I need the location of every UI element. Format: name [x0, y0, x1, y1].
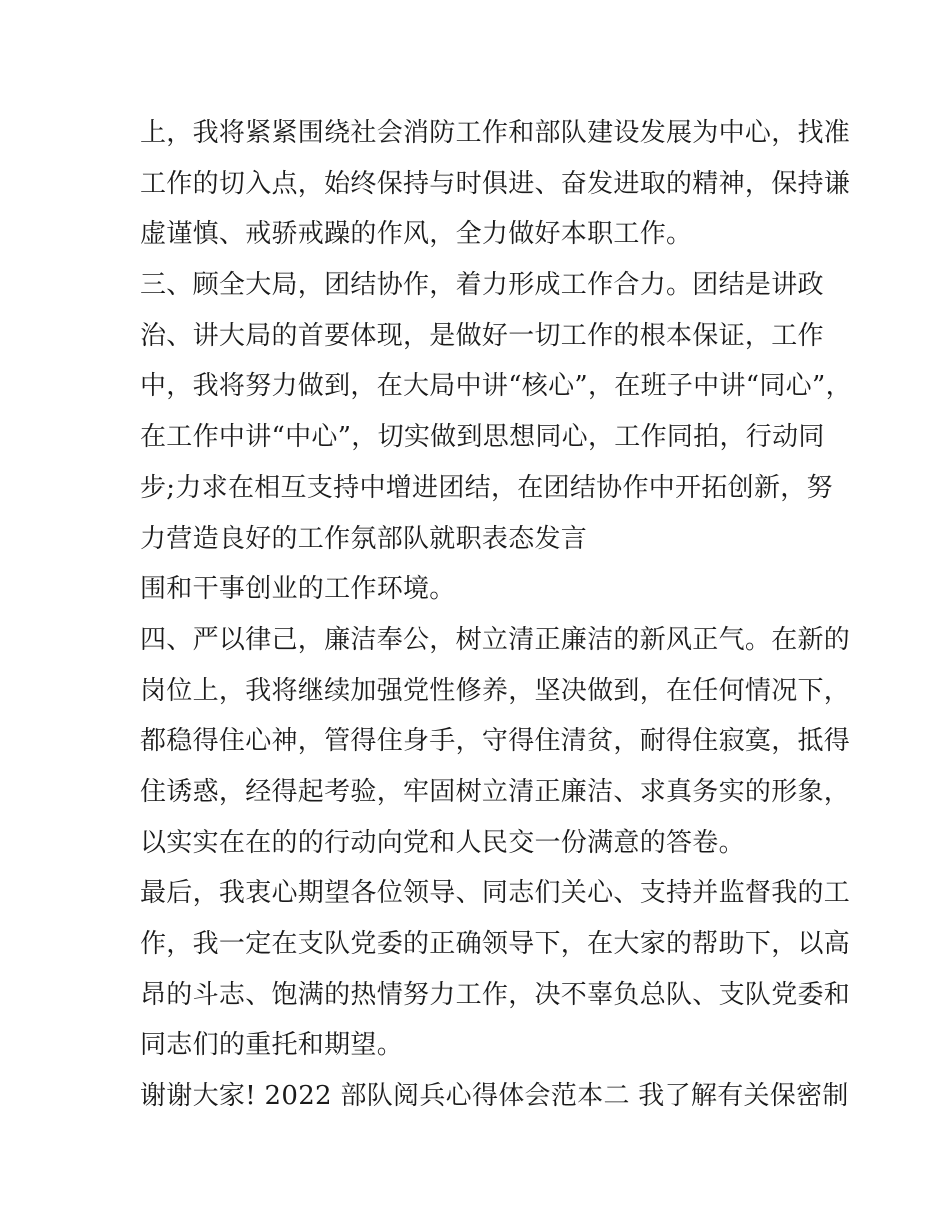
text-line: 作，我一定在支队党委的正确领导下，在大家的帮助下，以高	[140, 929, 851, 959]
text-line: 都稳得住心神，管得住身手，守得住清贫，耐得住寂寞，抵得	[140, 726, 851, 757]
text-line: 三、顾全大局，团结协作，着力形成工作合力。团结是讲政	[140, 270, 824, 301]
text-line: 围和干事创业的工作环境。	[140, 574, 456, 605]
text-line: 步;力求在相互支持中增进团结，在团结协作中开拓创新，努	[140, 472, 833, 503]
text-line: 昂的斗志、饱满的热情努力工作，决不辜负总队、支队党委和	[140, 979, 851, 1010]
text-line: 中，我将努力做到，在大局中讲“核心”，在班子中讲“同心”，	[140, 371, 852, 402]
text-line: 岗位上，我将继续加强党性修养，坚决做到，在任何情况下，	[140, 675, 851, 706]
text-line: 同志们的重托和期望。	[140, 1030, 404, 1061]
text-line: 工作的切入点，始终保持与时俱进、奋发进取的精神，保持谦	[140, 168, 851, 199]
text-line: 在工作中讲“中心”，切实做到思想同心，工作同拍，行动同	[140, 422, 825, 453]
text-line: 力营造良好的工作氛部队就职表态发言	[140, 523, 588, 554]
text-line: 谢谢大家! 2022 部队阅兵心得体会范本二 我了解有关保密制	[140, 1081, 849, 1112]
text-line: 四、严以律己，廉洁奉公，树立清正廉洁的新风正气。在新的	[140, 624, 851, 655]
document-body	[140, 108, 852, 1122]
text-line: 虚谨慎、戒骄戒躁的作风，全力做好本职工作。	[140, 219, 693, 250]
text-line: 最后，我衷心期望各位领导、同志们关心、支持并监督我的工	[140, 878, 851, 909]
text-line: 治、讲大局的首要体现，是做好一切工作的根本保证，工作	[140, 320, 824, 351]
text-line: 上，我将紧紧围绕社会消防工作和部队建设发展为中心，找准	[140, 118, 851, 148]
text-line: 以实实在在的的行动向党和人民交一份满意的答卷。	[140, 827, 745, 858]
text-line: 住诱惑，经得起考验，牢固树立清正廉洁、求真务实的形象，	[140, 776, 851, 807]
